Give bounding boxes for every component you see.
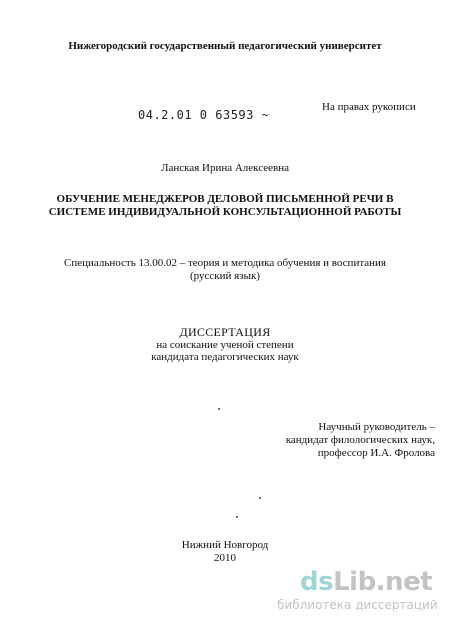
logo-part-1: ds bbox=[300, 567, 334, 597]
supervisor-block bbox=[270, 421, 435, 460]
degree-line-2: кандидата педагогических наук bbox=[151, 351, 299, 363]
manuscript-rights-note: На правах рукописи bbox=[322, 101, 416, 113]
place-and-year bbox=[0, 539, 450, 565]
title-line-1: ОБУЧЕНИЕ МЕНЕДЖЕРОВ ДЕЛОВОЙ ПИСЬМЕННОЙ РЕЧИ В bbox=[56, 193, 394, 205]
title-line-2: СИСТЕМЕ ИНДИВИДУАЛЬНОЙ КОНСУЛЬТАЦИОННОЙ РАБОТЫ bbox=[48, 206, 402, 218]
dslib-logo bbox=[300, 567, 432, 597]
university-name: Нижегородский государственный педагогический университет bbox=[68, 40, 382, 52]
scan-speck bbox=[259, 497, 261, 499]
archive-stamp-number: 04.2.01 0 63593 ~ bbox=[138, 108, 270, 122]
dissertation-title bbox=[0, 193, 450, 219]
supervisor-line-1: Научный руководитель – bbox=[318, 421, 435, 433]
author-name: Ланская Ирина Алексеевна bbox=[161, 162, 289, 174]
city: Нижний Новгород bbox=[181, 539, 269, 551]
specialty-line-2: (русский язык) bbox=[190, 270, 260, 282]
supervisor-line-3: профессор И.А. Фролова bbox=[317, 447, 435, 459]
degree-line-1: на соискание ученой степени bbox=[156, 339, 294, 351]
supervisor-line-2: кандидат филологических наук, bbox=[285, 434, 435, 446]
scan-speck bbox=[236, 516, 238, 518]
dissertation-heading: ДИССЕРТАЦИЯ bbox=[179, 325, 271, 339]
dslib-tagline: библиотека диссертаций bbox=[277, 598, 438, 612]
degree-block bbox=[0, 339, 450, 363]
scan-speck bbox=[218, 408, 220, 410]
specialty-block bbox=[0, 257, 450, 283]
specialty-line-1: Специальность 13.00.02 – теория и методика обучения и воспитания bbox=[63, 257, 386, 269]
logo-part-2: Lib.net bbox=[333, 567, 433, 597]
year: 2010 bbox=[214, 552, 236, 564]
